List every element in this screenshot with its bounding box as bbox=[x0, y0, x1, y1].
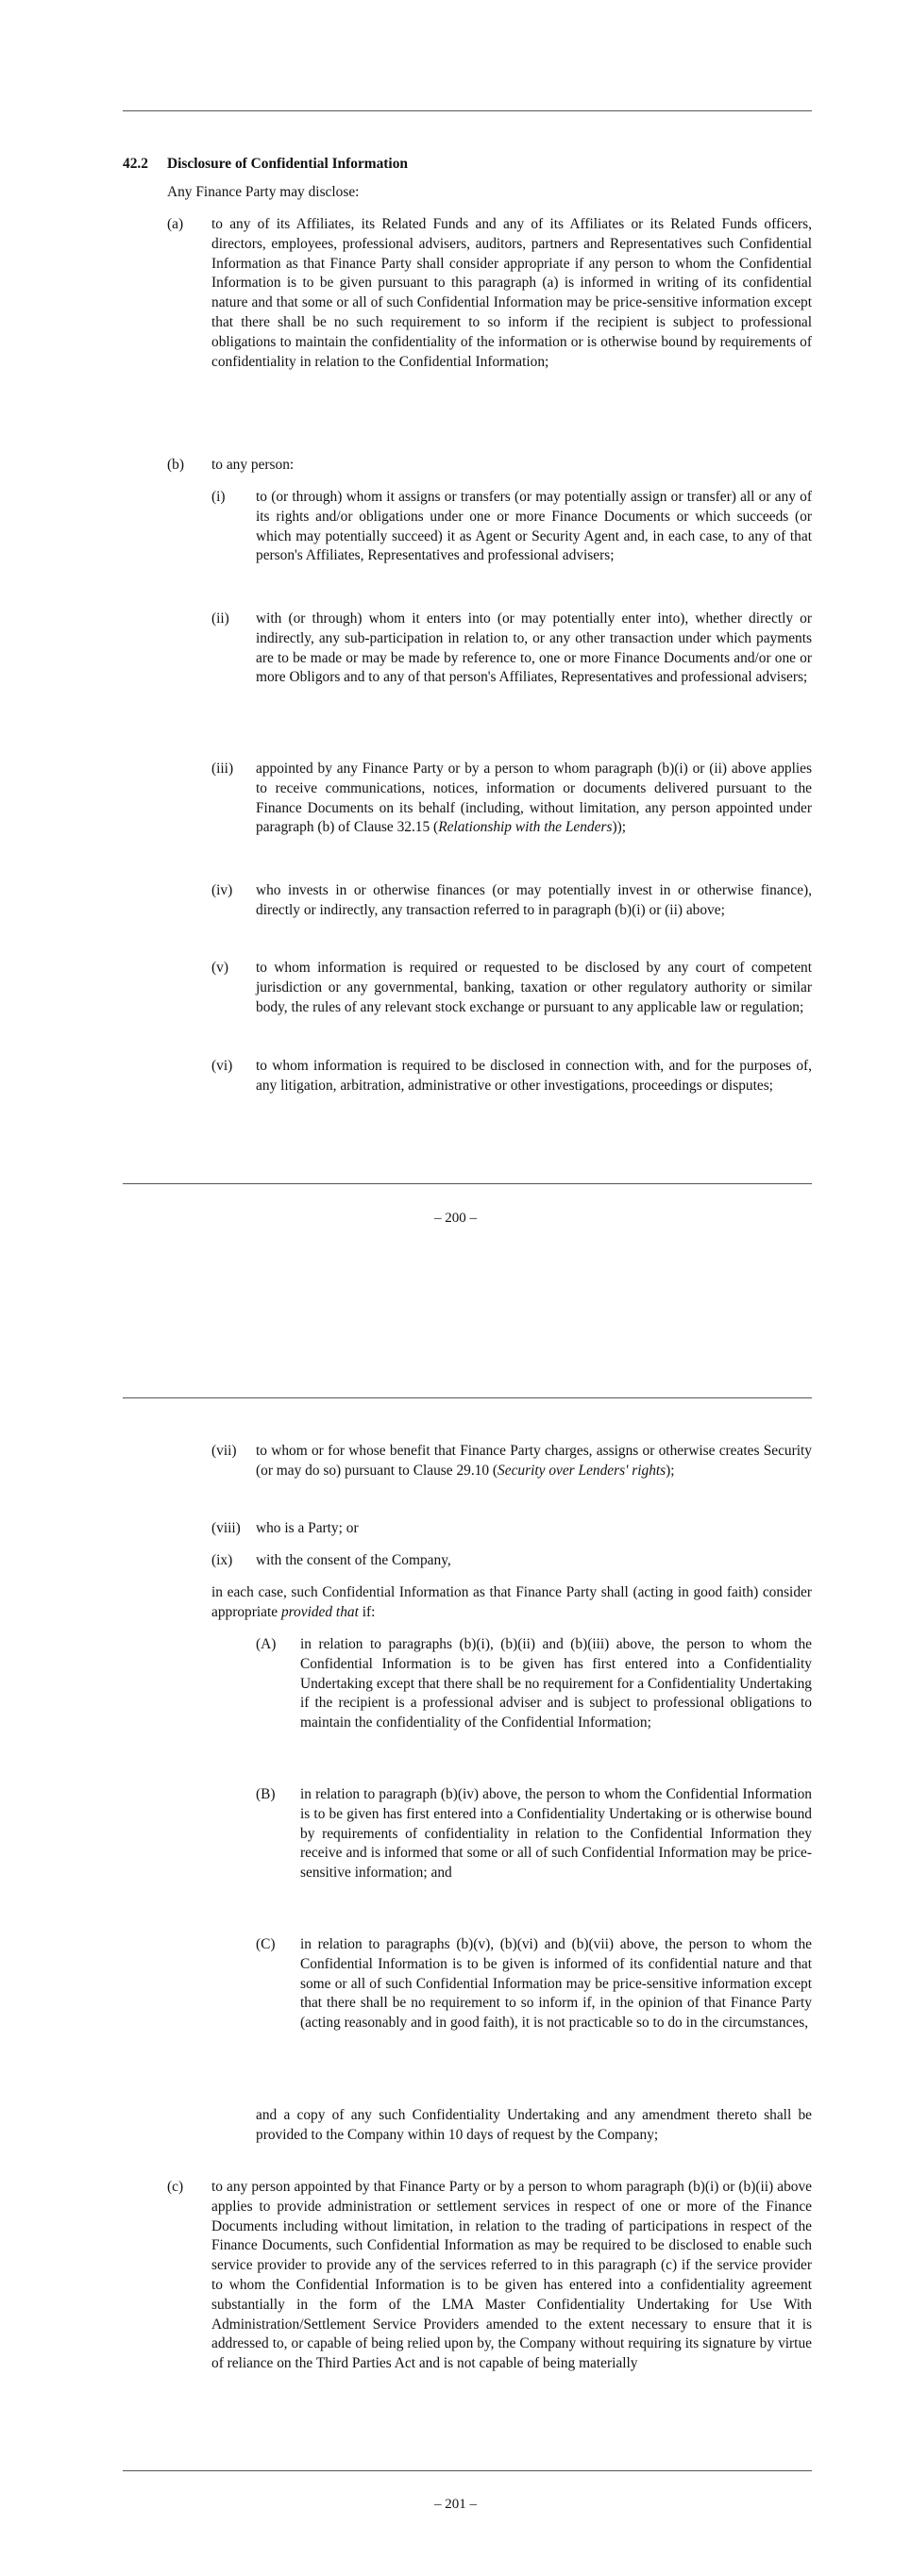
item-vii-italic: Security over Lenders' rights bbox=[498, 1462, 666, 1479]
para-b-label: (b) bbox=[167, 457, 184, 473]
item-i-text: to (or through) whom it assigns or transfers (or may potentially assign or transfer) all or any of its rights and/or obligations under one or more Finance Documents or which succeeds (or which may potentially succeed) it as Agent or Security Agent and, in each case, to any of that person's Affiliates, Representatives and professional advisers; bbox=[256, 489, 812, 564]
item-v-label: (v) bbox=[211, 960, 228, 976]
item-iv-label: (iv) bbox=[211, 882, 233, 898]
item-i-label: (i) bbox=[211, 489, 226, 505]
item-vii-label: (vii) bbox=[211, 1443, 237, 1459]
item-v-text: to whom information is required or requested to be disclosed by any court of competent jurisdiction or any governmental, banking, taxation or other regulatory authority or similar body, the rules of any relevant stock exchange or pursuant to any applicable law or regulation; bbox=[256, 960, 812, 1015]
proviso-b-label: (B) bbox=[256, 1786, 276, 1802]
item-ix-text: with the consent of the Company, bbox=[256, 1552, 451, 1568]
item-ix-label: (ix) bbox=[211, 1552, 233, 1568]
proviso-c-text: in relation to paragraphs (b)(v), (b)(vi) and (b)(vii) above, the person to whom the Confidential Information is to be given is informed of its confidential nature and that some or all of such Confidential Information may be price-sensitive information except that there shall be no requirement to so inform if, in the opinion of that Finance Party (acting reasonably and in good faith), it is not practicable so to do in the circumstances, bbox=[300, 1936, 812, 2032]
para-c-label: (c) bbox=[167, 2179, 184, 2195]
para-b-text: to any person: bbox=[211, 457, 295, 473]
page-number: – 201 – bbox=[434, 2497, 477, 2512]
para-a-text: to any of its Affiliates, its Related Funds and any of its Affiliates or its Related Funds officers, directors, employees, professional advisers, auditors, partners and Representatives such Confidential Information as that Finance Party shall consider appropriate if any person to whom the Confidential Information is to be given pursuant to this paragraph (a) is informed in writing of its confidential nature and that some or all of such Confidential Information may be price-sensitive information except that there shall be no such requirement to so inform if the recipient is subject to professional obligations to maintain the confidentiality of the information or is otherwise bound by requirements of confidentiality in relation to the Confidential Information; bbox=[211, 216, 812, 370]
footer-rule bbox=[123, 2470, 812, 2471]
item-vi-label: (vi) bbox=[211, 1058, 233, 1074]
each-case-text: in each case, such Confidential Information as that Finance Party shall (acting in good faith) consider appropriate provided that if: bbox=[211, 1584, 812, 1620]
item-ii-text: with (or through) whom it enters into (or may potentially enter into), whether directly or indirectly, any sub-participation in relation to, or any other transaction under which payments are to be made or may be made by reference to, one or more Finance Documents and/or one or more Obligors and to any of that person's Affiliates, Representatives and professional advisers; bbox=[256, 611, 812, 686]
header-rule bbox=[123, 1397, 812, 1398]
section-heading: Disclosure of Confidential Information bbox=[167, 156, 408, 172]
proviso-a-label: (A) bbox=[256, 1636, 277, 1652]
proviso-a-text: in relation to paragraphs (b)(i), (b)(ii) and (b)(iii) above, the person to whom the Confidential Information is to be given has first entered into a Confidentiality Undertaking except that there shall be no requirement for a Confidentiality Undertaking if the recipient is a professional adviser and is subject to professional obligations to maintain the confidentiality of the Confidential Information; bbox=[300, 1636, 812, 1731]
page-number: – 200 – bbox=[434, 1211, 477, 1226]
item-iii-text: appointed by any Finance Party or by a person to whom paragraph (b)(i) or (ii) above applies to receive communications, notices, information or documents delivered pursuant to the Finance Documents on its behalf (including, without limitation, any person appointed under paragraph (b) of Clause 32.15 (Relationship with the Lenders)); bbox=[256, 761, 812, 836]
item-iv-text: who invests in or otherwise finances (or may potentially invest in or otherwise finance), directly or indirectly, any transaction referred to in paragraph (b)(i) or (ii) above; bbox=[256, 882, 812, 918]
item-vii-text: to whom or for whose benefit that Finance Party charges, assigns or otherwise creates Security (or may do so) pursuant to Clause 29.10 (Security over Lenders' rights); bbox=[256, 1443, 812, 1479]
item-viii-text: who is a Party; or bbox=[256, 1520, 359, 1536]
item-vi-text: to whom information is required to be disclosed in connection with, and for the purposes of, any litigation, arbitration, administrative or other investigations, proceedings or disputes; bbox=[256, 1058, 812, 1094]
proviso-b-text: in relation to paragraph (b)(iv) above, the person to whom the Confidential Information is to be given has first entered into a Confidentiality Undertaking or is otherwise bound by requirements of confidentiality in relation to the Confidential Information they receive and is informed that some or all of such Confidential Information may be price-sensitive information; and bbox=[300, 1786, 812, 1882]
provided-that-italic: provided that bbox=[280, 1603, 359, 1620]
para-c-text: to any person appointed by that Finance Party or by a person to whom paragraph (b)(i) or (b)(ii) above applies to provide administration or settlement services in respect of one or more of the Finance Documents including without limitation, in relation to the trading of participations in respect of the Finance Documents, such Confidential Information as may be required to be disclosed to enable such service provider to provide any of the services referred to in this paragraph (c) if the service provider to whom the Confidential Information is to be given has entered into a confidentiality agreement substantially in the form of the LMA Master Confidentiality Undertaking for Use With Administration/Settlement Service Providers amended to the extent necessary to ensure that it is addressed to, or capable of being relied upon by, the Company without requiring its signature by virtue of reliance on the Third Parties Act and is not capable of being materially bbox=[211, 2179, 812, 2372]
section-number: 42.2 bbox=[123, 156, 148, 172]
item-iii-italic: Relationship with the Lenders bbox=[438, 819, 613, 836]
item-iii-label: (iii) bbox=[211, 761, 234, 777]
item-viii-label: (viii) bbox=[211, 1520, 241, 1536]
footer-rule bbox=[123, 1183, 812, 1184]
proviso-c-label: (C) bbox=[256, 1936, 276, 1952]
page-201 bbox=[0, 1293, 911, 2576]
item-ii-label: (ii) bbox=[211, 611, 229, 627]
para-a-label: (a) bbox=[167, 216, 184, 232]
copy-undertaking-text: and a copy of any such Confidentiality Undertaking and any amendment thereto shall be provided to the Company within 10 days of request by the Company; bbox=[256, 2107, 812, 2143]
intro-text: Any Finance Party may disclose: bbox=[167, 184, 360, 200]
header-rule bbox=[123, 110, 812, 111]
